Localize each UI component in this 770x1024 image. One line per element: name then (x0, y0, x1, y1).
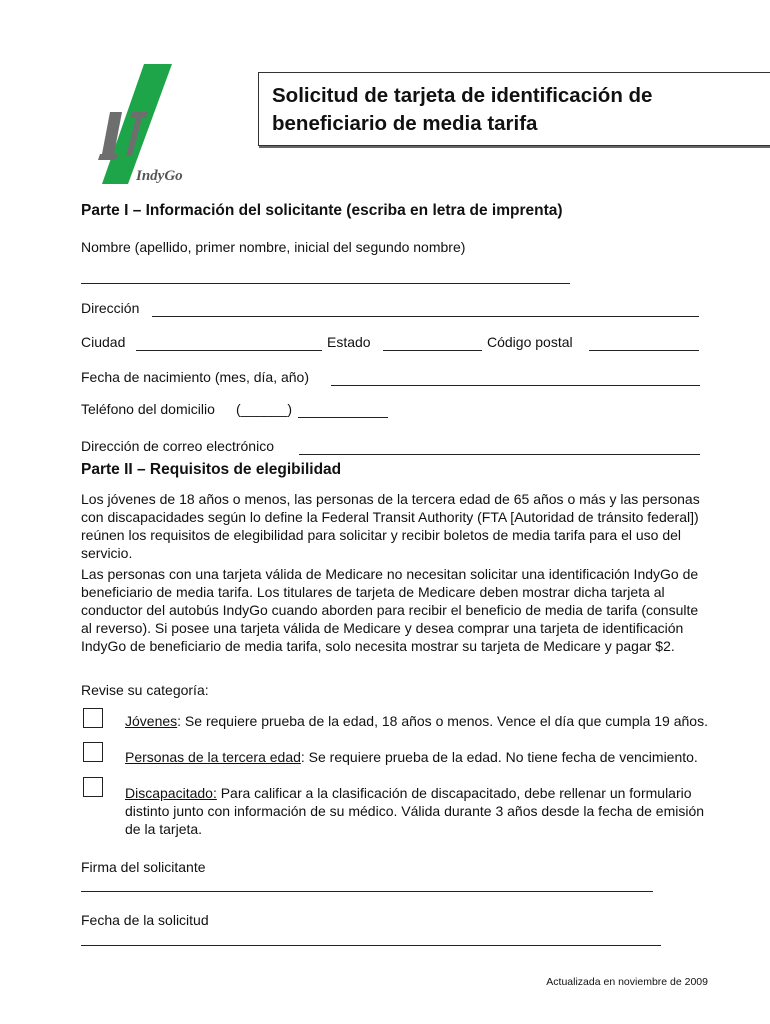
phone-label: Teléfono del domicilio (81, 401, 215, 417)
dob-label: Fecha de nacimiento (mes, día, año) (81, 369, 310, 385)
option-youth (125, 712, 715, 730)
state-label: Estado (327, 334, 371, 350)
logo-brand-text: IndyGo (136, 168, 183, 184)
checkbox-disabled[interactable] (83, 777, 103, 797)
address-label: Dirección (81, 300, 140, 316)
city-field-line[interactable] (136, 350, 322, 351)
name-label: Nombre (apellido, primer nombre, inicial del segundo nombre) (81, 239, 466, 255)
part2-heading: Parte II – Requisitos de elegibilidad (81, 461, 342, 478)
date-label: Fecha de la solicitud (81, 912, 209, 928)
eligibility-paragraph-2: Las personas con una tarjeta válida de Medicare no necesitan solicitar una identificación IndyGo de beneficiario de media tarifa. Los titulares de tarjeta de Medicare deben mostrar dicha tarjeta al conductor del autobús IndyGo cuando aborden para recibir el beneficio de media de tarifa (consulte al reverso). Si posee una tarjeta válida de Medicare y desea comprar una tarjeta de identificación IndyGo de beneficiario de media tarifa, solo necesita mostrar su tarjeta de Medicare y pagar $2. (81, 566, 699, 654)
checkbox-youth[interactable] (83, 708, 103, 728)
option-youth-text: : Se requiere prueba de la edad, 18 años o menos. Vence el día que cumpla 19 años. (177, 713, 708, 729)
indygo-logo-mark (92, 62, 212, 192)
footer-updated: Actualizada en noviembre de 2009 (546, 976, 708, 988)
date-field-line[interactable] (81, 945, 661, 946)
zip-label: Código postal (487, 334, 573, 350)
option-youth-label: Jóvenes (125, 713, 178, 729)
dob-field-line[interactable] (331, 385, 700, 386)
state-field-line[interactable] (383, 350, 482, 351)
zip-field-line[interactable] (589, 350, 699, 351)
signature-field-line[interactable] (81, 891, 653, 892)
category-prompt: Revise su categoría: (81, 682, 209, 698)
option-disabled-text: Para calificar a la clasificación de discapacitado, debe rellenar un formulario distinto junto con información de su médico. Válida durante 3 años desde la fecha de emisión de la tarjeta. (125, 785, 705, 837)
eligibility-paragraph-1: Los jóvenes de 18 años o menos, las personas de la tercera edad de 65 años o más y las personas con discapacidades según lo define la Federal Transit Authority (FTA [Autoridad de tránsito federal]) reúnen los requisitos de elegibilidad para solicitar y recibir boletos de media tarifa para el uso del servicio. (81, 491, 700, 561)
address-field-line[interactable] (152, 316, 699, 317)
signature-label: Firma del solicitante (81, 859, 206, 875)
name-field-line[interactable] (81, 283, 570, 284)
option-senior-text: : Se requiere prueba de la edad. No tiene fecha de vencimiento. (300, 749, 698, 765)
option-disabled-label: Discapacitado: (125, 785, 217, 801)
page-title: Solicitud de tarjeta de identificación de beneficiario de media tarifa (272, 84, 653, 135)
phone-area-code: (______) (236, 401, 293, 417)
part1-heading: Parte I – Información del solicitante (escriba en letra de imprenta) (81, 202, 563, 219)
option-senior (125, 748, 715, 766)
indygo-logo (92, 62, 212, 192)
email-label: Dirección de correo electrónico (81, 438, 274, 454)
phone-field-line[interactable] (298, 417, 388, 418)
checkbox-senior[interactable] (83, 742, 103, 762)
option-senior-label: Personas de la tercera edad (125, 749, 301, 765)
option-disabled (125, 784, 715, 838)
eligibility-text (81, 490, 711, 655)
city-label: Ciudad (81, 334, 126, 350)
email-field-line[interactable] (299, 454, 700, 455)
